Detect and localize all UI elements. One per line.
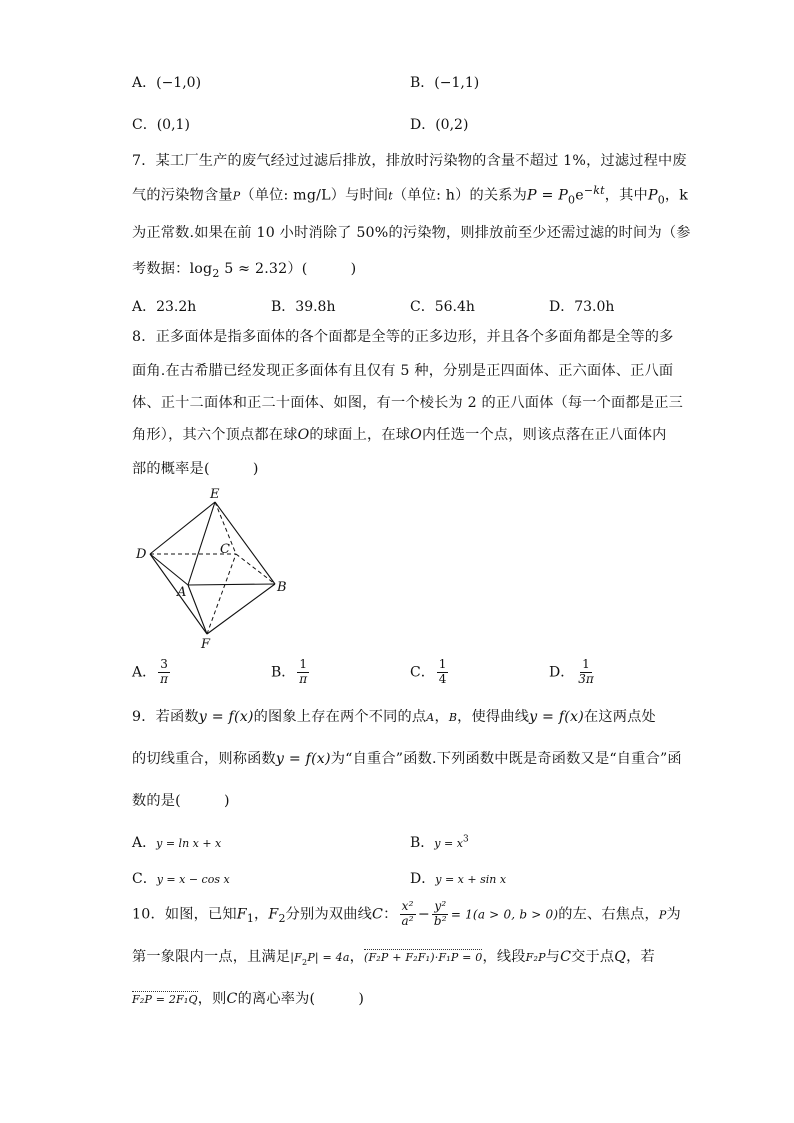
q8-line-2: 面角.在古希腊已经发现正多面体有且仅有 5 种，分别是正四面体、正六面体、正八面 bbox=[132, 363, 674, 379]
q7-line-1: 7．某工厂生产的废气经过过滤后排放，排放时污染物的含量不超过 1%，过滤过程中废 bbox=[132, 153, 687, 169]
q8-option-c: C． $\frac{1}{4}$ bbox=[410, 657, 447, 686]
q7-line-3: 为正常数.如果在前 10 小时消除了 50%的污染物，则排放前至少还需过滤的时间为（参 bbox=[132, 225, 691, 241]
q6-option-c: C．(0,1) bbox=[132, 117, 190, 133]
q7-line-2: 气的污染物含量P（单位: mg/L）与时间t（单位: h）的关系为$P = P_0e^{-kt}$，其中$P_0$，k bbox=[132, 184, 689, 207]
edge-FB bbox=[207, 584, 275, 634]
label-F: F bbox=[201, 637, 211, 651]
q7-option-d: D．73.0h bbox=[549, 299, 615, 315]
q8-option-b: B． $\frac{1}{\pi}$ bbox=[271, 657, 308, 686]
edge-FC bbox=[207, 554, 236, 634]
label-D: D bbox=[136, 547, 147, 562]
octahedron-figure bbox=[130, 486, 300, 651]
q9-option-b: B．$y = x^3$ bbox=[410, 834, 469, 851]
q7-option-b: B．39.8h bbox=[271, 299, 336, 315]
q9-line-1: 9．若函数y = f(x)的图象上存在两个不同的点A，B，使得曲线y = f(x)在这两点处 bbox=[132, 709, 656, 725]
q6-option-a: A．(−1,0) bbox=[132, 75, 202, 91]
q10-line-1: 10．如图，已知$F_1$，$F_2$分别为双曲线C： $\frac{\text{x²}}{\text{a²}}$ − $\frac{\text{y²}}{\text{b²}}$ = 1(a > 0, b > 0)的左、右焦点，P为 bbox=[132, 899, 681, 928]
edge-AB bbox=[188, 584, 275, 585]
q9-option-d: D．y = x + sin x bbox=[410, 871, 507, 887]
q7-line-4: 考数据：$\log_2 5 \approx 2.32$）( ) bbox=[132, 261, 357, 280]
q8-option-a: A． $\frac{3}{\pi}$ bbox=[132, 657, 169, 686]
q6-option-b: B．(−1,1) bbox=[410, 75, 480, 91]
edge-CB bbox=[236, 554, 275, 584]
q8-line-3: 体、正十二面体和正二十面体、如图，有一个棱长为 2 的正八面体（每一个面都是正三 bbox=[132, 395, 683, 411]
label-C: C bbox=[220, 542, 230, 557]
label-A: A bbox=[177, 585, 187, 600]
edge-FA bbox=[188, 585, 207, 634]
q6-option-d: D．(0,2) bbox=[410, 117, 469, 133]
label-B: B bbox=[277, 580, 287, 595]
q9-option-c: C．y = x − cos x bbox=[132, 871, 230, 887]
q8-line-5: 部的概率是( ) bbox=[132, 461, 259, 477]
q7-option-a: A．23.2h bbox=[132, 299, 197, 315]
q9-line-2: 的切线重合，则称函数y = f(x)为“自重合”函数.下列函数中既是奇函数又是“自重合”函 bbox=[132, 751, 682, 767]
edge-ED bbox=[150, 502, 215, 554]
q10-line-2: 第一象限内一点，且满足$|F_2P| = 4a$，(F₂P + F₂F₁)·F₁P = 0，线段F₂P与C交于点Q，若 bbox=[132, 949, 655, 967]
q9-line-3: 数的是( ) bbox=[132, 793, 230, 809]
label-E: E bbox=[210, 487, 220, 502]
q7-option-c: C．56.4h bbox=[410, 299, 475, 315]
q8-line-4: 角形），其六个顶点都在球O的球面上，在球O内任选一个点，则该点落在正八面体内 bbox=[132, 427, 667, 443]
edge-EA bbox=[188, 502, 215, 585]
q10-line-3: F₂P = 2F₁Q，则C的离心率为( ) bbox=[132, 991, 365, 1007]
q8-option-d: D． $\frac{1}{3\pi}$ bbox=[549, 657, 594, 686]
q8-line-1: 8．正多面体是指多面体的各个面都是全等的正多边形，并且各个多面角都是全等的多 bbox=[132, 329, 674, 345]
q9-option-a: A．y = ln x + x bbox=[132, 835, 222, 851]
